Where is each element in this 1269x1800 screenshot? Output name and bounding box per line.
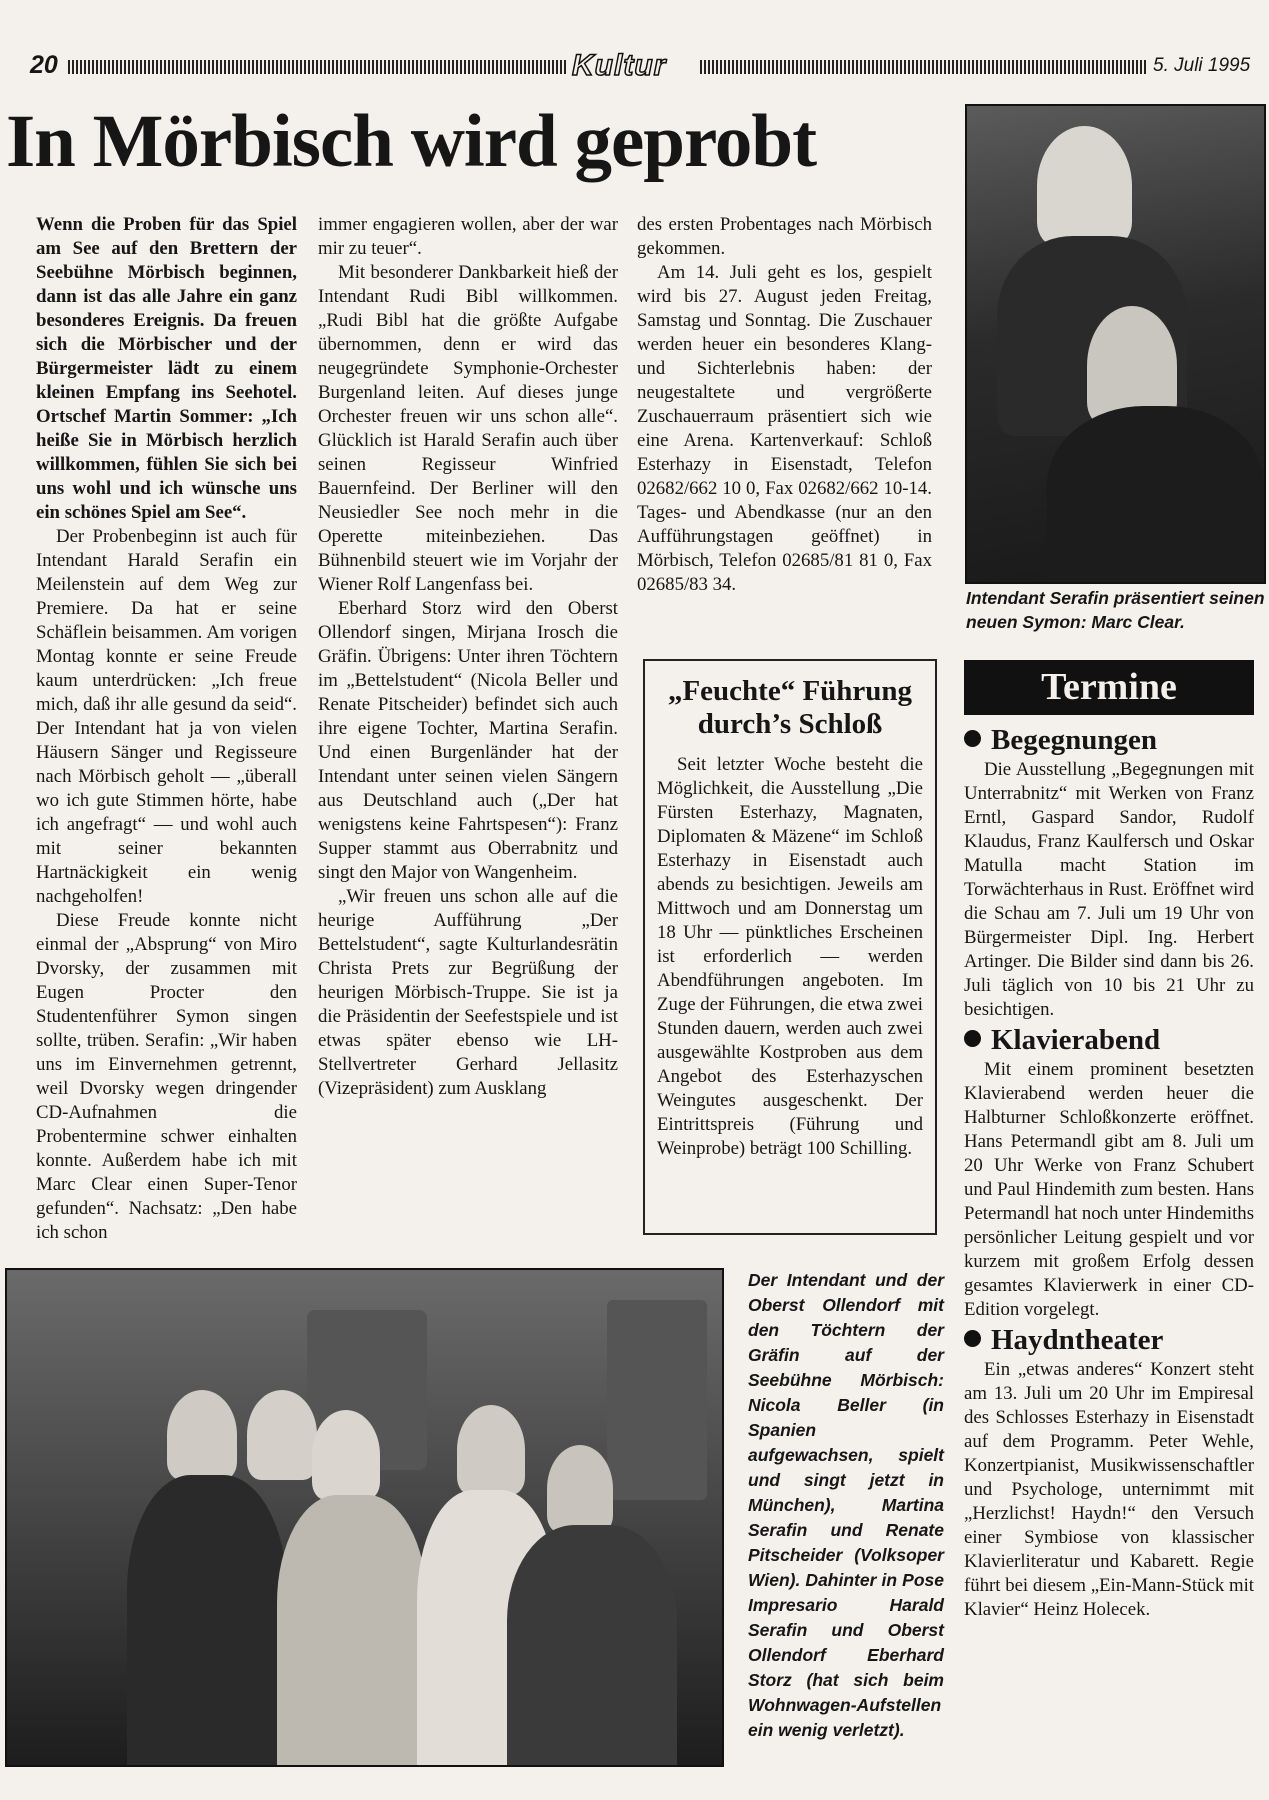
termine-header: Termine xyxy=(964,660,1254,715)
photo-caption: Intendant Serafin präsentiert seinen neuen Symon: Marc Clear. xyxy=(966,588,1265,632)
photo-figure-body xyxy=(277,1495,427,1765)
article-paragraph: Der Probenbeginn ist auch für Intendant Harald Serafin ein Meilenstein auf dem Weg zur Premiere. Da hat er seine Schäflein beisammen. Am vorigen Montag konnte er seine Freude kaum unterdrücken: „Ich freue mich, daß ihr alle gesund da seid“. Der Intendant hat ja von vielen Häusern Sänger und Regisseure nach Mörbisch geholt — „überall wo ich gute Stimmen hörte, habe ich angefragt“ — und wohl auch mit seiner bekannten Hartnäckigkeit ein wenig nachgeholfen! xyxy=(36,526,297,907)
header-rule-left xyxy=(68,60,566,74)
photo-figure-body xyxy=(1047,406,1264,582)
photo-serafin-clear xyxy=(965,104,1266,584)
article-paragraph: Eberhard Storz wird den Oberst Ollendorf singen, Mirjana Irosch die Gräfin. Übrigens: Unter ihren Töchtern im „Bettelstudent“ (Nicola Beller und Renate Pitscheider) befindet sich auch ihre eigene Tochter, Martina Serafin. Und einen Burgenländer hat der Intendant unter seinen vielen Sängern aus Deutschland auch („Der hat wenigstens keine Fahrtspesen“): Franz Supper stammt aus Oberrabnitz und singt den Major von Wangenheim. xyxy=(318,598,618,883)
article-paragraph: Diese Freude konnte nicht einmal der „Absprung“ von Miro Dvorsky, der zusammen mit Eugen Procter den Studentenführer Symon singen sollte, trüben. Serafin: „Wir haben uns im Einvernehmen getrennt, weil Dvorsky wegen dringender CD-Aufnahmen die Probentermine schwer einhalten konnte. Außerdem habe ich mit Marc Clear einen Super-Tenor gefunden“. Nachsatz: „Den habe ich schon xyxy=(36,910,297,1243)
termine-body: Mit einem prominent besetzten Klavierabend werden heuer die Halbturner Schloßkonzerte eröffnet. Hans Petermandl gibt am 8. Juli um 20 Uhr Werke von Franz Schubert und Paul Hindemith zum besten. Hans Petermandl hat noch unter Hindemiths persönlicher Leitung gespielt und vor kurzem mit großem Erfolg dessen gesamtes Klavierwerk in einer CD-Edition vorgelegt. xyxy=(964,1059,1254,1320)
termine-list xyxy=(964,722,1254,1622)
bullet-icon xyxy=(964,1330,981,1347)
photo-figure-head xyxy=(312,1410,380,1500)
page-number: 20 xyxy=(30,51,58,79)
termine-body: Die Ausstellung „Begegnungen mit Unterrabnitz“ mit Werken von Franz Erntl, Gaspard Sandor, Rudolf Klaudus, Franz Kaulfersch und Oskar Matulla macht Station im Torwächterhaus in Rust. Eröffnet wird die Schau am 7. Juli um 19 Uhr von Bürgermeister Dipl. Ing. Herbert Artinger. Die Bilder sind dann bis 26. Juli täglich von 10 bis 21 Uhr zu besichtigen. xyxy=(964,759,1254,1020)
article-column-2 xyxy=(318,213,618,1101)
article-paragraph: „Wir freuen uns schon alle auf die heurige Aufführung „Der Bettelstudent“, sagte Kulturlandesrätin Christa Prets zur Begrüßung der heurigen Mörbisch-Truppe. Sie ist ja die Präsidentin der Seefestspiele und ist etwas später ebenso wie LH-Stellvertreter Gerhard Jellasitz (Vizepräsident) zum Ausklang xyxy=(318,886,618,1099)
photo-figure-head xyxy=(547,1445,613,1533)
termine-body: Ein „etwas anderes“ Konzert steht am 13. Juli um 20 Uhr im Empiresal des Schlosses Esterhazy in Eisenstadt auf dem Programm. Peter Wehle, Konzertpianist, Musikwissenschaftler und Psychologe, unternimmt mit „Herzlichst! Haydn!“ den Versuch einer Symbiose von klassischer Klavierliteratur und Kabarett. Regie führt bei diesem „Ein-Mann-Stück mit Klavier“ Heinz Holecek. xyxy=(964,1359,1254,1620)
article-paragraph: immer engagieren wollen, aber der war mir zu teuer“. xyxy=(318,214,618,259)
article-column-1 xyxy=(36,213,297,1245)
section-logo: Kultur xyxy=(572,49,667,82)
photo-figure-head xyxy=(247,1390,317,1480)
termine-heading: Haydntheater xyxy=(964,1322,1254,1358)
photo-caption: Der Intendant und der Oberst Ollendorf mit den Töchtern der Gräfin auf der Seebühne Mörbisch: Nicola Beller (in Spanien aufgewachsen, spielt und singt jetzt in München), Martina Serafin und Renate Pitscheider (Volksoper Wien). Dahinter in Pose Impresario Harald Serafin und Oberst Ollendorf Eberhard Storz (hat sich beim Wohnwagen-Aufstellen ein wenig verletzt). xyxy=(748,1270,944,1740)
photo-figure-body xyxy=(127,1475,287,1765)
article-lead: Wenn die Proben für das Spiel am See auf den Brettern der Seebühne Mörbisch beginnen, dann ist das alle Jahre ein ganz besonderes Ereignis. Da freuen sich die Mörbischer und der Bürgermeister lädt zu einem kleinen Empfang ins Seehotel. Ortschef Martin Sommer: „Ich heiße Sie in Mörbisch herzlich willkommen, fühlen Sie sich bei uns wohl und ich wünsche uns ein schönes Spiel am See“. xyxy=(36,214,297,523)
photo-figure-head xyxy=(1037,126,1132,246)
photo-figure-head xyxy=(167,1390,237,1480)
photo-stage-structure xyxy=(607,1300,707,1500)
header-rule-right xyxy=(700,60,1146,74)
bullet-icon xyxy=(964,730,981,747)
article-paragraph: Mit besonderer Dankbarkeit hieß der Intendant Rudi Bibl willkommen. „Rudi Bibl hat die größte Aufgabe übernommen, denn er wird das neugegründete Symphonie-Orchester Burgenland leiten. Auf dieses junge Orchester freuen wir uns schon alle“. Glücklich ist Harald Serafin auch über seinen Regisseur Winfried Bauernfeind. Der Berliner will den Neusiedler See noch mehr in die Operette miteinbeziehen. Das Bühnenbild steuert wie im Vorjahr der Wiener Rolf Langenfass bei. xyxy=(318,262,618,595)
bullet-icon xyxy=(964,1030,981,1047)
photo-figure-body xyxy=(507,1525,677,1765)
photo-group-seebuehne xyxy=(5,1268,724,1767)
boxed-article-body: Seit letzter Woche besteht die Möglichkeit, die Ausstellung „Die Fürsten Esterhazy, Magnaten, Diplomaten & Mäzene“ im Schloß Esterhazy in Eisenstadt auch abends zu besichtigen. Jeweils am Mittwoch und am Donnerstag um 18 Uhr — pünktliches Erscheinen ist erforderlich — werden Abendführungen angeboten. Im Zuge der Führungen, die etwa zwei Stunden dauern, werden auch zwei ausgewählte Kostproben aus dem Angebot des Esterhazyschen Weingutes ausgeschenkt. Der Eintrittspreis (Führung und Weinprobe) beträgt 100 Schilling. xyxy=(657,754,923,1159)
article-column-3 xyxy=(637,213,932,597)
issue-date: 5. Juli 1995 xyxy=(1153,55,1251,76)
termine-heading: Klavierabend xyxy=(964,1022,1254,1058)
article-paragraph: Am 14. Juli geht es los, gespielt wird bis 27. August jeden Freitag, Samstag und Sonntag. Die Zuschauer werden heuer ein besonderes Klang- und Sichterlebnis haben: der neugestaltete und vergrößerte Zuschauerraum präsentiert sich wie eine Arena. Kartenverkauf: Schloß Esterhazy in Eisenstadt, Telefon 02682/662 10 0, Fax 02682/662 10-14. Tages- und Abendkasse (nur an den Aufführungstagen geöffnet) in Mörbisch, Telefon 02685/81 81 0, Fax 02685/83 34. xyxy=(637,262,932,595)
article-paragraph: des ersten Probentages nach Mörbisch gekommen. xyxy=(637,214,932,259)
boxed-article-title: „Feuchte“ Führung durch’s Schloß xyxy=(667,675,913,740)
photo-figure-head xyxy=(457,1405,525,1495)
termine-heading: Begegnungen xyxy=(964,722,1254,758)
headline: In Mörbisch wird geprobt xyxy=(6,100,817,183)
boxed-article xyxy=(643,659,937,1235)
